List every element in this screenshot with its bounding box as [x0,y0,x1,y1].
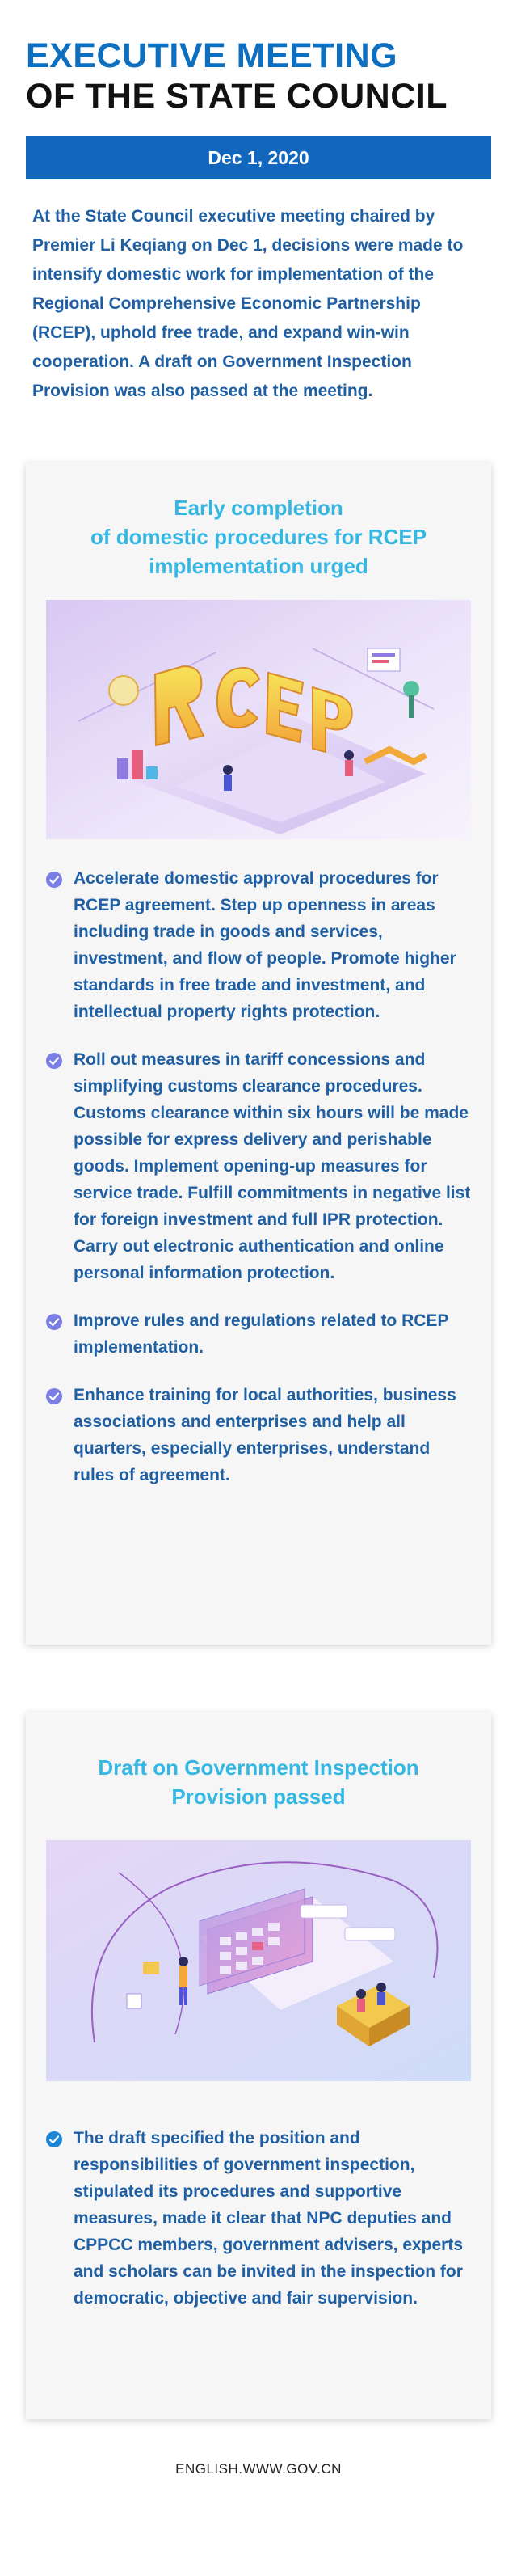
list-item [46,2125,471,2312]
rcep-section-title [26,462,491,581]
section-title-line: implementation urged [149,554,368,578]
check-circle-icon [46,1388,62,1404]
list-item [46,1046,471,1286]
inspection-illustration [46,1840,471,2081]
section-title-line: Provision passed [171,1784,346,1809]
rcep-illustration [46,600,471,839]
rcep-isometric-illustration [46,600,471,839]
inspection-section-title [26,1712,491,1811]
section-title-line: of domestic procedures for RCEP [90,525,427,549]
page-title-line-1: EXECUTIVE MEETING [26,36,398,75]
intro-paragraph: At the State Council executive meeting chaired by Premier Li Keqiang on Dec 1, decisions were made to intensify domestic work for implementation of the Regional Comprehensive Economic Partnership (RCEP), uphold free trade, and expand win-win cooperation. A draft on Government Inspection Provision was also passed at the meeting. [32,207,464,400]
inspection-bullet-list [46,2125,471,2333]
inspection-isometric-illustration [46,1840,471,2081]
page-title-line-2: OF THE STATE COUNCIL [26,77,448,116]
section-title-line: Draft on Government Inspection [98,1755,419,1780]
rcep-section-card [26,462,491,1645]
list-item [46,1307,471,1361]
bullet-text: Enhance training for local authorities, business associations and enterprises and help all quarters, especially enterprises, understand rules of agreement. [74,1386,456,1484]
rcep-bullet-list [46,865,471,1510]
list-item [46,1382,471,1489]
date-text: Dec 1, 2020 [208,146,309,168]
bullet-text: The draft specified the position and responsibilities of government inspection, stipulated its procedures and supportive measures, made it clear that NPC deputies and CPPCC members, government advisers, experts and scholars can be invited in the inspection for democratic, objective and fair supervision. [74,2129,464,2308]
date-banner [26,136,491,179]
bullet-text: Roll out measures in tariff concessions and simplifying customs clearance procedures. Customs clearance within six hours will be made possible for express delivery and perishable goods. Implement opening-up measures for service trade. Fulfill commitments in negative list for foreign investment and full IPR protection. Carry out electronic authentication and online personal information protection. [74,1050,471,1282]
inspection-section-card [26,1712,491,2419]
check-circle-icon [46,1053,62,1069]
bullet-text: Accelerate domestic approval procedures for RCEP agreement. Step up openness in areas including trade in goods and services, investment, and flow of people. Promote higher standards in free trade and investment, and intellectual property rights protection. [74,869,456,1021]
section-title-line: Early completion [174,496,343,520]
footer-url: ENGLISH.WWW.GOV.CN [175,2461,342,2477]
check-circle-icon [46,872,62,888]
list-item [46,865,471,1025]
check-circle-icon [46,2131,62,2147]
check-circle-icon [46,1314,62,1330]
bullet-text: Improve rules and regulations related to RCEP implementation. [74,1311,449,1357]
